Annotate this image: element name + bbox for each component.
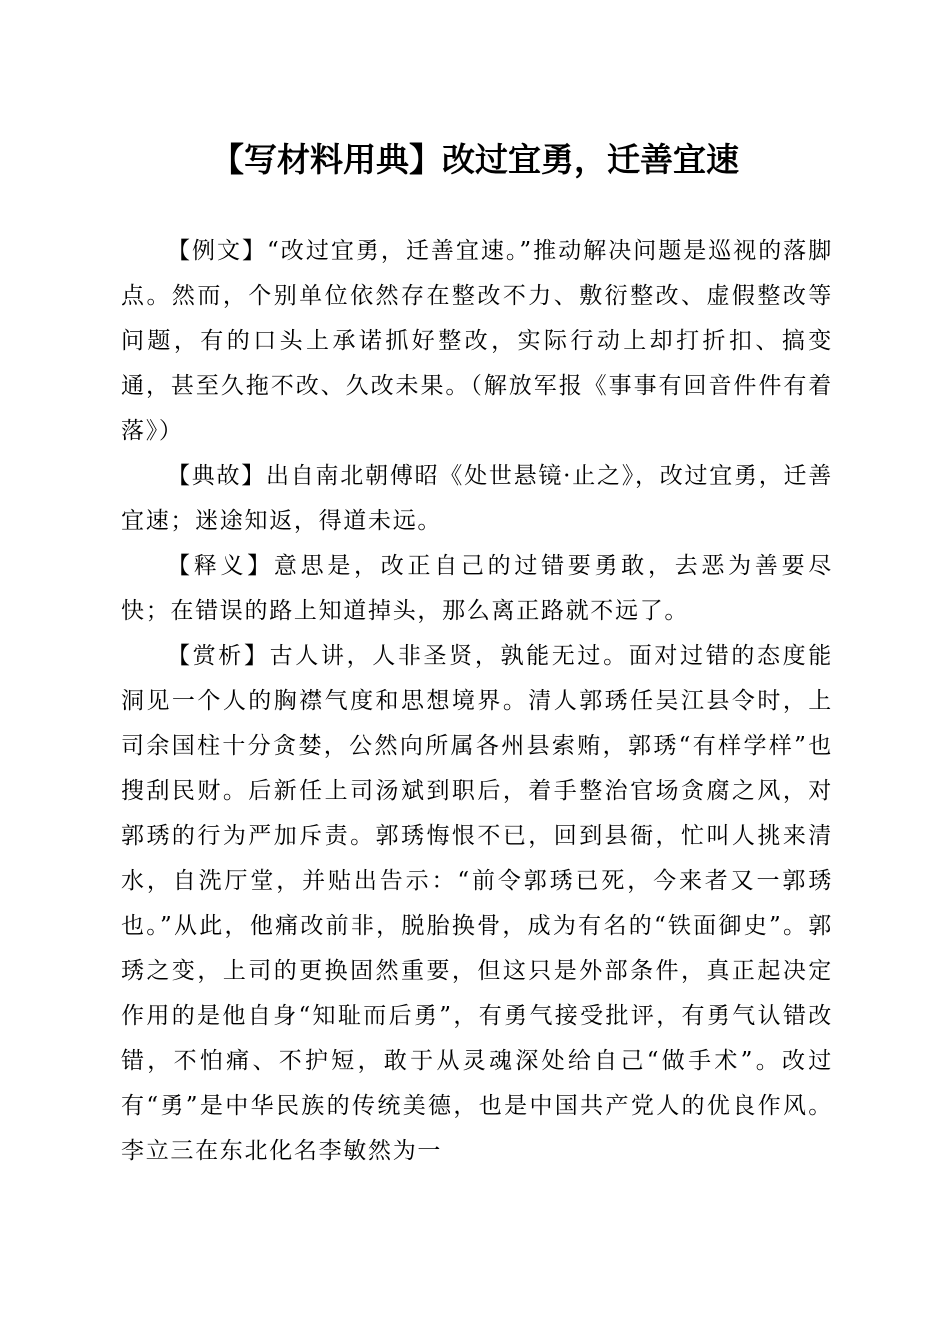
paragraph-meaning: 【释义】意思是，改正自己的过错要勇敢，去恶为善要尽快；在错误的路上知道掉头，那么离正路就不远了。: [121, 553, 833, 624]
paragraph-example: 【例文】“改过宜勇，迁善宜速。”推动解决问题是巡视的落脚点。然而，个别单位依然存在整改不力、敷衍整改、虚假整改等问题，有的口头上承诺抓好整改，实际行动上却打折扣、搞变通，甚至久拖不改、久改未果。（解放军报《事事有回音件件有着落》）: [121, 238, 833, 444]
document-body: [121, 229, 833, 1174]
paragraph-allusion: 【典故】出自南北朝傅昭《处世悬镜·止之》，改过宜勇，迁善宜速；迷途知返，得道未远。: [121, 463, 833, 534]
document-title: 【写材料用典】改过宜勇，迁善宜速: [211, 140, 739, 179]
paragraph-appreciation: 【赏析】古人讲，人非圣贤，孰能无过。面对过错的态度能洞见一个人的胸襟气度和思想境界。清人郭琇任吴江县令时，上司余国柱十分贪婪，公然向所属各州县索贿，郭琇“有样学样”也搜刮民财。后新任上司汤斌到职后，着手整治官场贪腐之风，对郭琇的行为严加斥责。郭琇悔恨不已，回到县衙，忙叫人挑来清水，自洗厅堂，并贴出告示：“前令郭琇已死，今来者又一郭琇也。”从此，他痛改前非，脱胎换骨，成为有名的“铁面御史”。郭琇之变，上司的更换固然重要，但这只是外部条件，真正起决定作用的是他自身“知耻而后勇”，有勇气接受批评，有勇气认错改错，不怕痛、不护短，敢于从灵魂深处给自己“做手术”。改过有“勇”是中华民族的传统美德，也是中国共产党人的优良作风。李立三在东北化名李敏然为一: [121, 643, 833, 1164]
